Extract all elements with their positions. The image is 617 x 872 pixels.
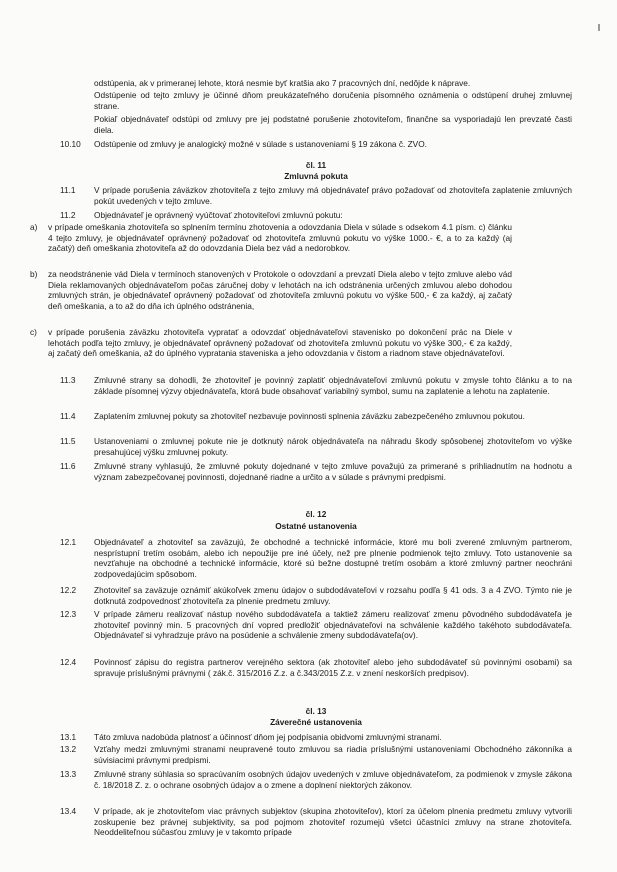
clause-text: Zmluvné strany súhlasia so spracúvaním osobných údajov uvedených v zmluve objednávateľom, za podmienok v zmysle zákona č. 18/2018 Z. z. o ochrane osobných údajov a o zmene a doplnení niektorých zákonov. (94, 769, 572, 790)
clause-text: Objednávateľ a zhotoviteľ sa zaväzujú, že obchodné a technické informácie, ktoré mu boli zverené zmluvným partnerom, nesprístupní tretím osobám, alebo ich nepoužije pre iné účely, než pre plnenie podmienok tejto zmluvy. Toto ustanovenie sa nevzťahuje na obchodné a technické informácie, ktoré sú bežne dostupné tretím osobám a ktoré zmluvný partner neochráni zodpovedajúcim spôsobom. (94, 537, 572, 579)
clause-number: 12.2 (60, 585, 77, 595)
clause-text: Táto zmluva nadobúda platnosť a účinnosť dňom jej podpísania obidvomi zmluvnými stranami. (94, 732, 442, 742)
clause-number: 13.1 (60, 732, 77, 742)
item-text: v prípade omeškania zhotoviteľa so splnením termínu zhotovenia a odovzdania Diela v súlade s odsekom 4.1 písm. c) článku 4 tejto zmluvy, je objednávateľ oprávnený požadovať od zhotoviteľa zmluvnú pokutu vo výške 1000.- €, a to za každý (aj začatý) deň omeškania zhotoviteľa až do odovzdania Diela bez vád a nedorobkov. (48, 222, 512, 254)
clause-text: Zaplatením zmluvnej pokuty sa zhotoviteľ nezbavuje povinnosti splnenia záväzku zabezpečeného zmluvnou pokutou. (94, 411, 525, 421)
clause-number: 13.2 (60, 744, 77, 754)
clause-number: 11.6 (60, 461, 76, 471)
clause-text: Zhotoviteľ sa zaväzuje oznámiť akúkoľvek zmenu údajov o subdodávateľovi v rozsahu podľa § 41 ods. 3 a 4 ZVO. Týmto nie je dotknutá zodpovednosť zhotoviteľa za plnenie predmetu zmluvy. (94, 585, 572, 606)
article-11-number: čl. 11 (305, 160, 327, 170)
article-13-number: čl. 13 (305, 706, 327, 716)
clause-text: Povinnosť zápisu do registra partnerov verejného sektora (ak zhotoviteľ alebo jeho subdodávateľ sú povinnými osobami) sa spravuje príslušnými právnymi ( zák.č. 315/2016 Z.z. a č.343/2015 Z.z. v znení neskorších predpisov). (94, 657, 572, 678)
clause-number: 12.1 (60, 537, 77, 547)
clause-number: 11.1 (60, 185, 76, 195)
paragraph-withdrawal-notice: odstúpenia, ak v primeranej lehote, ktorá nesmie byť kratšia ako 7 pracovných dní, nedôjde k náprave. (94, 78, 471, 88)
item-label: b) (30, 269, 38, 279)
article-11-title: Zmluvná pokuta (284, 171, 348, 181)
clause-number: 11.2 (60, 210, 76, 220)
item-text: v prípade porušenia záväzku zhotoviteľa vypratať a odovzdať objednávateľovi stavenisko po dokončení prác na Diele v lehotách podľa tejto zmluvy, je objednávateľ oprávnený požadovať od zhotoviteľa zmluvnú pokutu vo výške 300,- € za každý, aj začatý deň omeškania, až do úplného vypratania staveniska a jeho odovzdania v čistom a riadnom stave objednávateľovi. (48, 327, 512, 359)
article-13-title: Záverečné ustanovenia (270, 717, 362, 727)
clause-number: 12.4 (60, 657, 77, 667)
article-12-number: čl. 12 (305, 509, 327, 519)
clause-number: 11.5 (60, 436, 76, 446)
clause-text: Zmluvné strany vyhlasujú, že zmluvné pokuty dojednané v tejto zmluve považujú za primerané s prihliadnutím na hodnotu a význam zabezpečovanej povinnosti, dojednané riadne a určito a v súlade s právnymi predpismi. (94, 461, 572, 482)
clause-number: 13.4 (60, 806, 77, 816)
item-label: c) (30, 327, 37, 337)
clause-number: 10.10 (60, 139, 81, 149)
clause-text: Zmluvné strany sa dohodli, že zhotoviteľ je povinný zaplatiť objednávateľovi zmluvnú pokutu v zmysle tohto článku a to na základe písomnej výzvy objednávateľa, ktorá bude obsahovať variabilný symbol, sumu na zaplatenie a lehotu na zaplatenie. (94, 375, 572, 396)
clause-text: Objednávateľ je oprávnený vyúčtovať zhotoviteľovi zmluvnú pokutu: (94, 210, 343, 220)
paragraph-withdrawal-settlement: Pokiaľ objednávateľ odstúpi od zmluvy pre jej podstatné porušenie zhotoviteľom, finančne sa vysporiadajú len prevzaté časti diela. (94, 114, 572, 135)
clause-number: 11.4 (60, 411, 76, 421)
article-12-title: Ostatné ustanovenia (275, 521, 357, 531)
scan-mark (598, 24, 600, 31)
clause-text: V prípade porušenia záväzkov zhotoviteľa z tejto zmluvy má objednávateľ právo požadovať od zhotoviteľa zaplatenie zmluvných pokút uvedených v tejto zmluve. (94, 185, 572, 206)
clause-number: 11.3 (60, 375, 76, 385)
clause-text: Vzťahy medzi zmluvnými stranami neupravené touto zmluvou sa riadia príslušnými ustanoveniami Obchodného zákonníka a súvisiacimi právnymi predpismi. (94, 744, 572, 765)
paragraph-withdrawal-effect: Odstúpenie od tejto zmluvy je účinné dňom preukázateľného doručenia písomného oznámenia o odstúpení druhej zmluvnej strane. (94, 90, 572, 111)
clause-text: V prípade, ak je zhotoviteľom viac právnych subjektov (skupina zhotoviteľov), ktorí za účelom plnenia predmetu zmluvy vytvorili zoskupenie bez právnej subjektivity, sa pod pojmom zhotoviteľ rozumejú všetci účastníci zmluvy na strane zhotoviteľa. Neoddeliteľnou súčasťou zmluvy je v takomto prípade (94, 806, 572, 838)
item-text: za neodstránenie vád Diela v termínoch stanovených v Protokole o odovzdaní a prevzatí Diela alebo v tejto zmluve alebo vád Diela reklamovaných objednávateľom počas záručnej doby v lehotách na ich odstránenia určených zmluvou alebo dohodou zmluvných strán, je objednávateľ oprávnený požadovať od zhotoviteľa zmluvnú pokutu vo výške 500,- € za každý, aj začatý deň omeškania, a to až do dňa ich úplného odstránenia, (48, 269, 512, 311)
clause-text: V prípade zámeru realizovať nástup nového subdodávateľa a taktiež zámeru realizovať zmenu pôvodného subdodávateľa je zhotoviteľ povinný min. 5 pracovných dní vopred predložiť objednávateľovi na schválenie každého takéhoto subdodávateľa. Objednávateľ si vyhradzuje právo na posúdenie a schválenie zmeny subdodávateľa(ov). (94, 609, 572, 641)
clause-number: 13.3 (60, 769, 77, 779)
clause-number: 12.3 (60, 609, 77, 619)
clause-text: Odstúpenie od zmluvy je analogický možné v súlade s ustanoveniami § 19 zákona č. ZVO. (94, 139, 427, 149)
clause-text: Ustanoveniami o zmluvnej pokute nie je dotknutý nárok objednávateľa na náhradu škody spôsobenej zhotoviteľom vo výške presahujúcej výšku zmluvnej pokuty. (94, 436, 572, 457)
item-label: a) (30, 222, 38, 232)
